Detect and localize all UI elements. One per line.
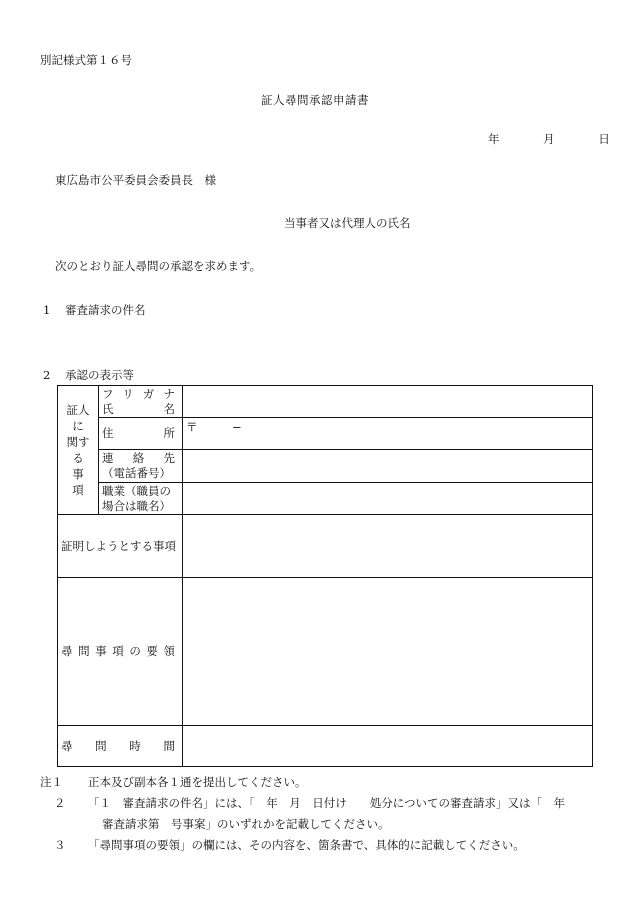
section-1-label: 審査請求の件名 (65, 303, 146, 317)
section-2-heading (43, 367, 134, 383)
address-field[interactable] (183, 418, 593, 450)
note-2-text-line-1: 「１ 審査請求の件名」には、「 年 月 日付け 処分についての審査請求」又は「 年 (88, 796, 566, 810)
date-line (488, 131, 630, 147)
note-2-key: ２ (54, 796, 66, 810)
note-1-key: 注１ (40, 775, 63, 789)
document-title: 証人尋問承認申請書 (261, 93, 369, 107)
examination-time-label-cell (58, 726, 183, 767)
note-2-text-line-2: 審査請求第 号事案」のいずれかを記載してください。 (102, 817, 390, 831)
examination-time-field[interactable] (183, 726, 593, 767)
proof-matters-label: 証明しようとする事項 (58, 515, 183, 578)
address-label: 住所 (102, 426, 175, 440)
note-1 (40, 772, 600, 793)
contact-label: 連絡先 (102, 451, 175, 465)
section-2-label: 承認の表示等 (65, 368, 134, 382)
examination-outline-field[interactable] (183, 578, 593, 726)
date-day: 日 (598, 132, 610, 146)
approval-table (57, 385, 593, 767)
applicant-name-label: 当事者又は代理人の氏名 (284, 216, 411, 230)
contact-field[interactable] (183, 450, 593, 483)
notes (40, 772, 600, 856)
furigana-name-label (99, 386, 183, 418)
section-1-heading (43, 302, 146, 318)
witness-label-line-2: 関する (66, 435, 90, 465)
date-year: 年 (488, 132, 500, 146)
furigana-label: フリガナ (102, 386, 175, 401)
postal-code-mark: 〒 − (186, 420, 242, 434)
occupation-label-line-1: 職業（職員の (102, 483, 171, 498)
section-1-number: 1 (43, 303, 51, 317)
occupation-label-cell (99, 483, 183, 515)
note-2 (40, 793, 600, 814)
form-id: 別記様式第１６号 (40, 53, 132, 67)
examination-outline-label: 尋問事項の要領 (61, 644, 175, 658)
contact-label-cell (99, 450, 183, 483)
note-3-key: ３ (54, 838, 66, 852)
note-2-continued (40, 814, 600, 835)
note-3 (40, 835, 600, 856)
occupation-field[interactable] (183, 483, 593, 515)
note-3-text: 「尋問事項の要領」の欄には、その内容を、箇条書で、具体的に記載してください。 (88, 838, 525, 852)
proof-matters-field[interactable] (183, 515, 593, 578)
witness-label-line-3: 事 項 (72, 467, 96, 497)
witness-label-line-1: 証人に (66, 403, 90, 433)
furigana-name-field[interactable] (183, 386, 593, 418)
note-1-text: 正本及び副本各１通を提出してください。 (88, 775, 307, 789)
date-month: 月 (543, 132, 555, 146)
name-label: 氏名 (102, 401, 175, 416)
request-text: 次のとおり証人尋問の承認を求めます。 (55, 259, 262, 273)
occupation-label-line-2: 場合は職名） (102, 498, 171, 513)
examination-time-label: 尋問時間 (61, 738, 175, 753)
address-label-cell (99, 418, 183, 450)
examination-outline-label-cell (58, 578, 183, 726)
addressee: 東広島市公平委員会委員長 様 (55, 173, 216, 187)
witness-group-label (58, 386, 99, 515)
section-2-number: 2 (43, 368, 51, 382)
phone-label: （電話番号） (102, 466, 171, 480)
